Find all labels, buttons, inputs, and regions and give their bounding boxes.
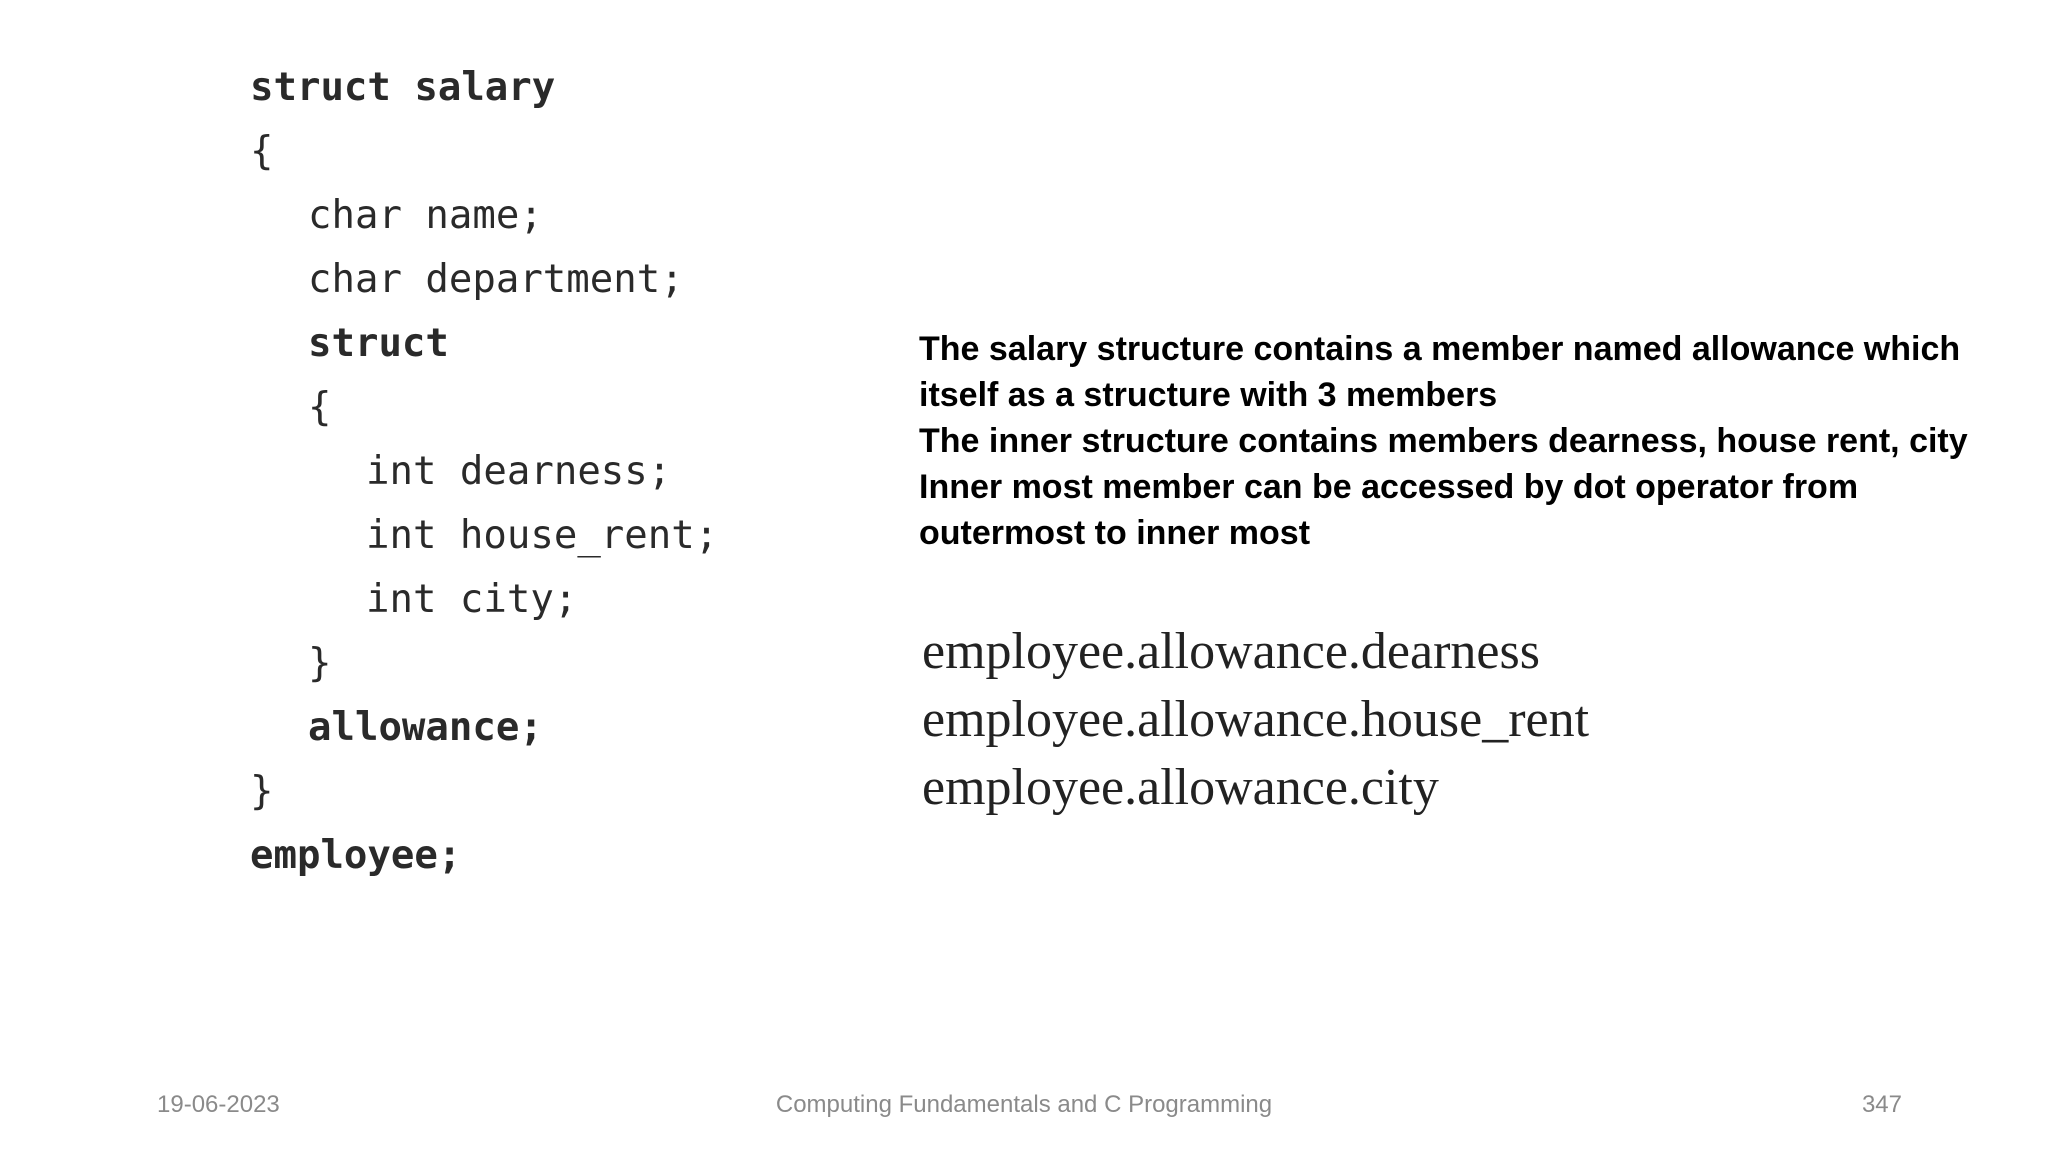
access-expression-dearness: employee.allowance.dearness [922,623,1540,680]
code-line-char-name: char name; [308,193,543,238]
explanation-line: outermost to inner most [919,514,1311,552]
explanation-line: The salary structure contains a member named allowance which [919,330,1961,368]
code-line-struct-salary: struct salary [250,65,556,110]
code-line-inner-open-brace: { [308,385,332,430]
access-expression-house-rent: employee.allowance.house_rent [922,691,1590,748]
code-line-inner-close-brace: } [308,641,332,686]
footer-title: Computing Fundamentals and C Programming [775,1091,1273,1118]
code-line-employee: employee; [250,833,462,878]
code-line-int-house-rent: int house_rent; [366,513,719,558]
footer-date: 19-06-2023 [157,1091,280,1118]
code-line-inner-struct: struct [308,321,449,366]
code-line-int-city: int city; [366,577,578,622]
code-block [250,56,718,888]
explanation-line: The inner structure contains members dearness, house rent, city [919,422,1968,460]
access-expressions [922,618,1589,822]
code-line-char-department: char department; [308,257,684,302]
explanation-line: itself as a structure with 3 members [919,376,1498,414]
code-line-open-brace: { [250,129,274,174]
code-line-allowance: allowance; [308,705,543,750]
explanation-text [919,326,1999,556]
footer-page-number: 347 [1861,1091,1902,1118]
access-expression-city: employee.allowance.city [922,759,1439,816]
explanation-line: Inner most member can be accessed by dot operator from [919,468,1859,506]
code-line-int-dearness: int dearness; [366,449,672,494]
code-line-close-brace: } [250,769,274,814]
